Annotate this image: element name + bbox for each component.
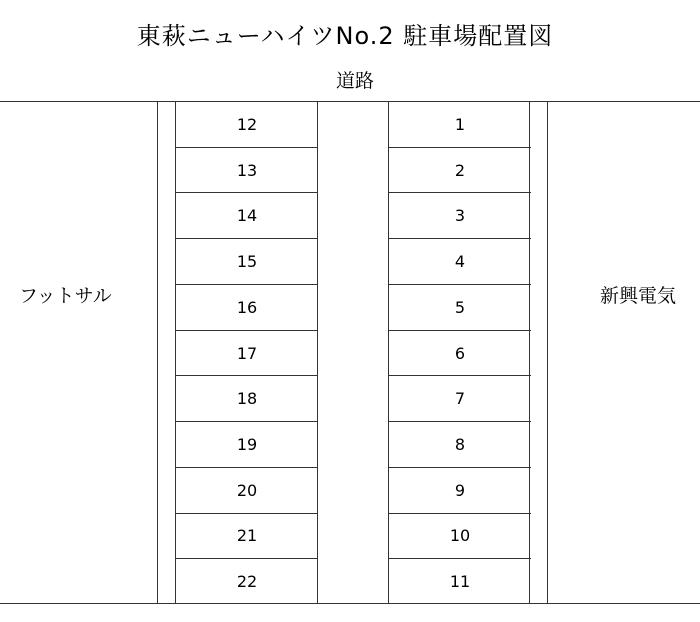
parking-stall: 5 — [389, 285, 531, 331]
right-parking-column — [389, 102, 531, 604]
parking-stall: 8 — [389, 422, 531, 468]
road-label: 道路 — [335, 70, 374, 92]
parking-stall: 20 — [176, 468, 318, 514]
parking-stall: 6 — [389, 331, 531, 377]
parking-stall: 12 — [176, 102, 318, 148]
right-area-label: 新興電気 — [600, 285, 677, 307]
parking-stall: 11 — [449, 572, 471, 592]
parking-stall: 3 — [389, 193, 531, 239]
parking-stall: 2 — [389, 148, 531, 194]
left-parking-column — [176, 102, 318, 604]
parking-stall: 1 — [389, 102, 531, 148]
top-boundary-line — [0, 101, 700, 102]
bottom-boundary-line — [0, 603, 700, 604]
right-wall-outer-line — [547, 102, 548, 604]
parking-stall: 10 — [389, 514, 531, 560]
parking-stall: 21 — [176, 514, 318, 560]
parking-stall: 14 — [176, 193, 318, 239]
parking-stall: 15 — [176, 239, 318, 285]
parking-stall: 4 — [389, 239, 531, 285]
parking-stall: 16 — [176, 285, 318, 331]
parking-stall: 18 — [176, 376, 318, 422]
parking-stall: 7 — [389, 376, 531, 422]
parking-stall: 13 — [176, 148, 318, 194]
parking-stall: 9 — [389, 468, 531, 514]
left-area-label: フットサル — [19, 285, 112, 307]
diagram-title: 東萩ニューハイツNo.2 駐車場配置図 — [136, 22, 554, 50]
left-wall-outer-line — [157, 102, 158, 604]
parking-stall: 19 — [176, 422, 318, 468]
parking-stall: 17 — [176, 331, 318, 377]
parking-stall: 22 — [236, 572, 258, 592]
